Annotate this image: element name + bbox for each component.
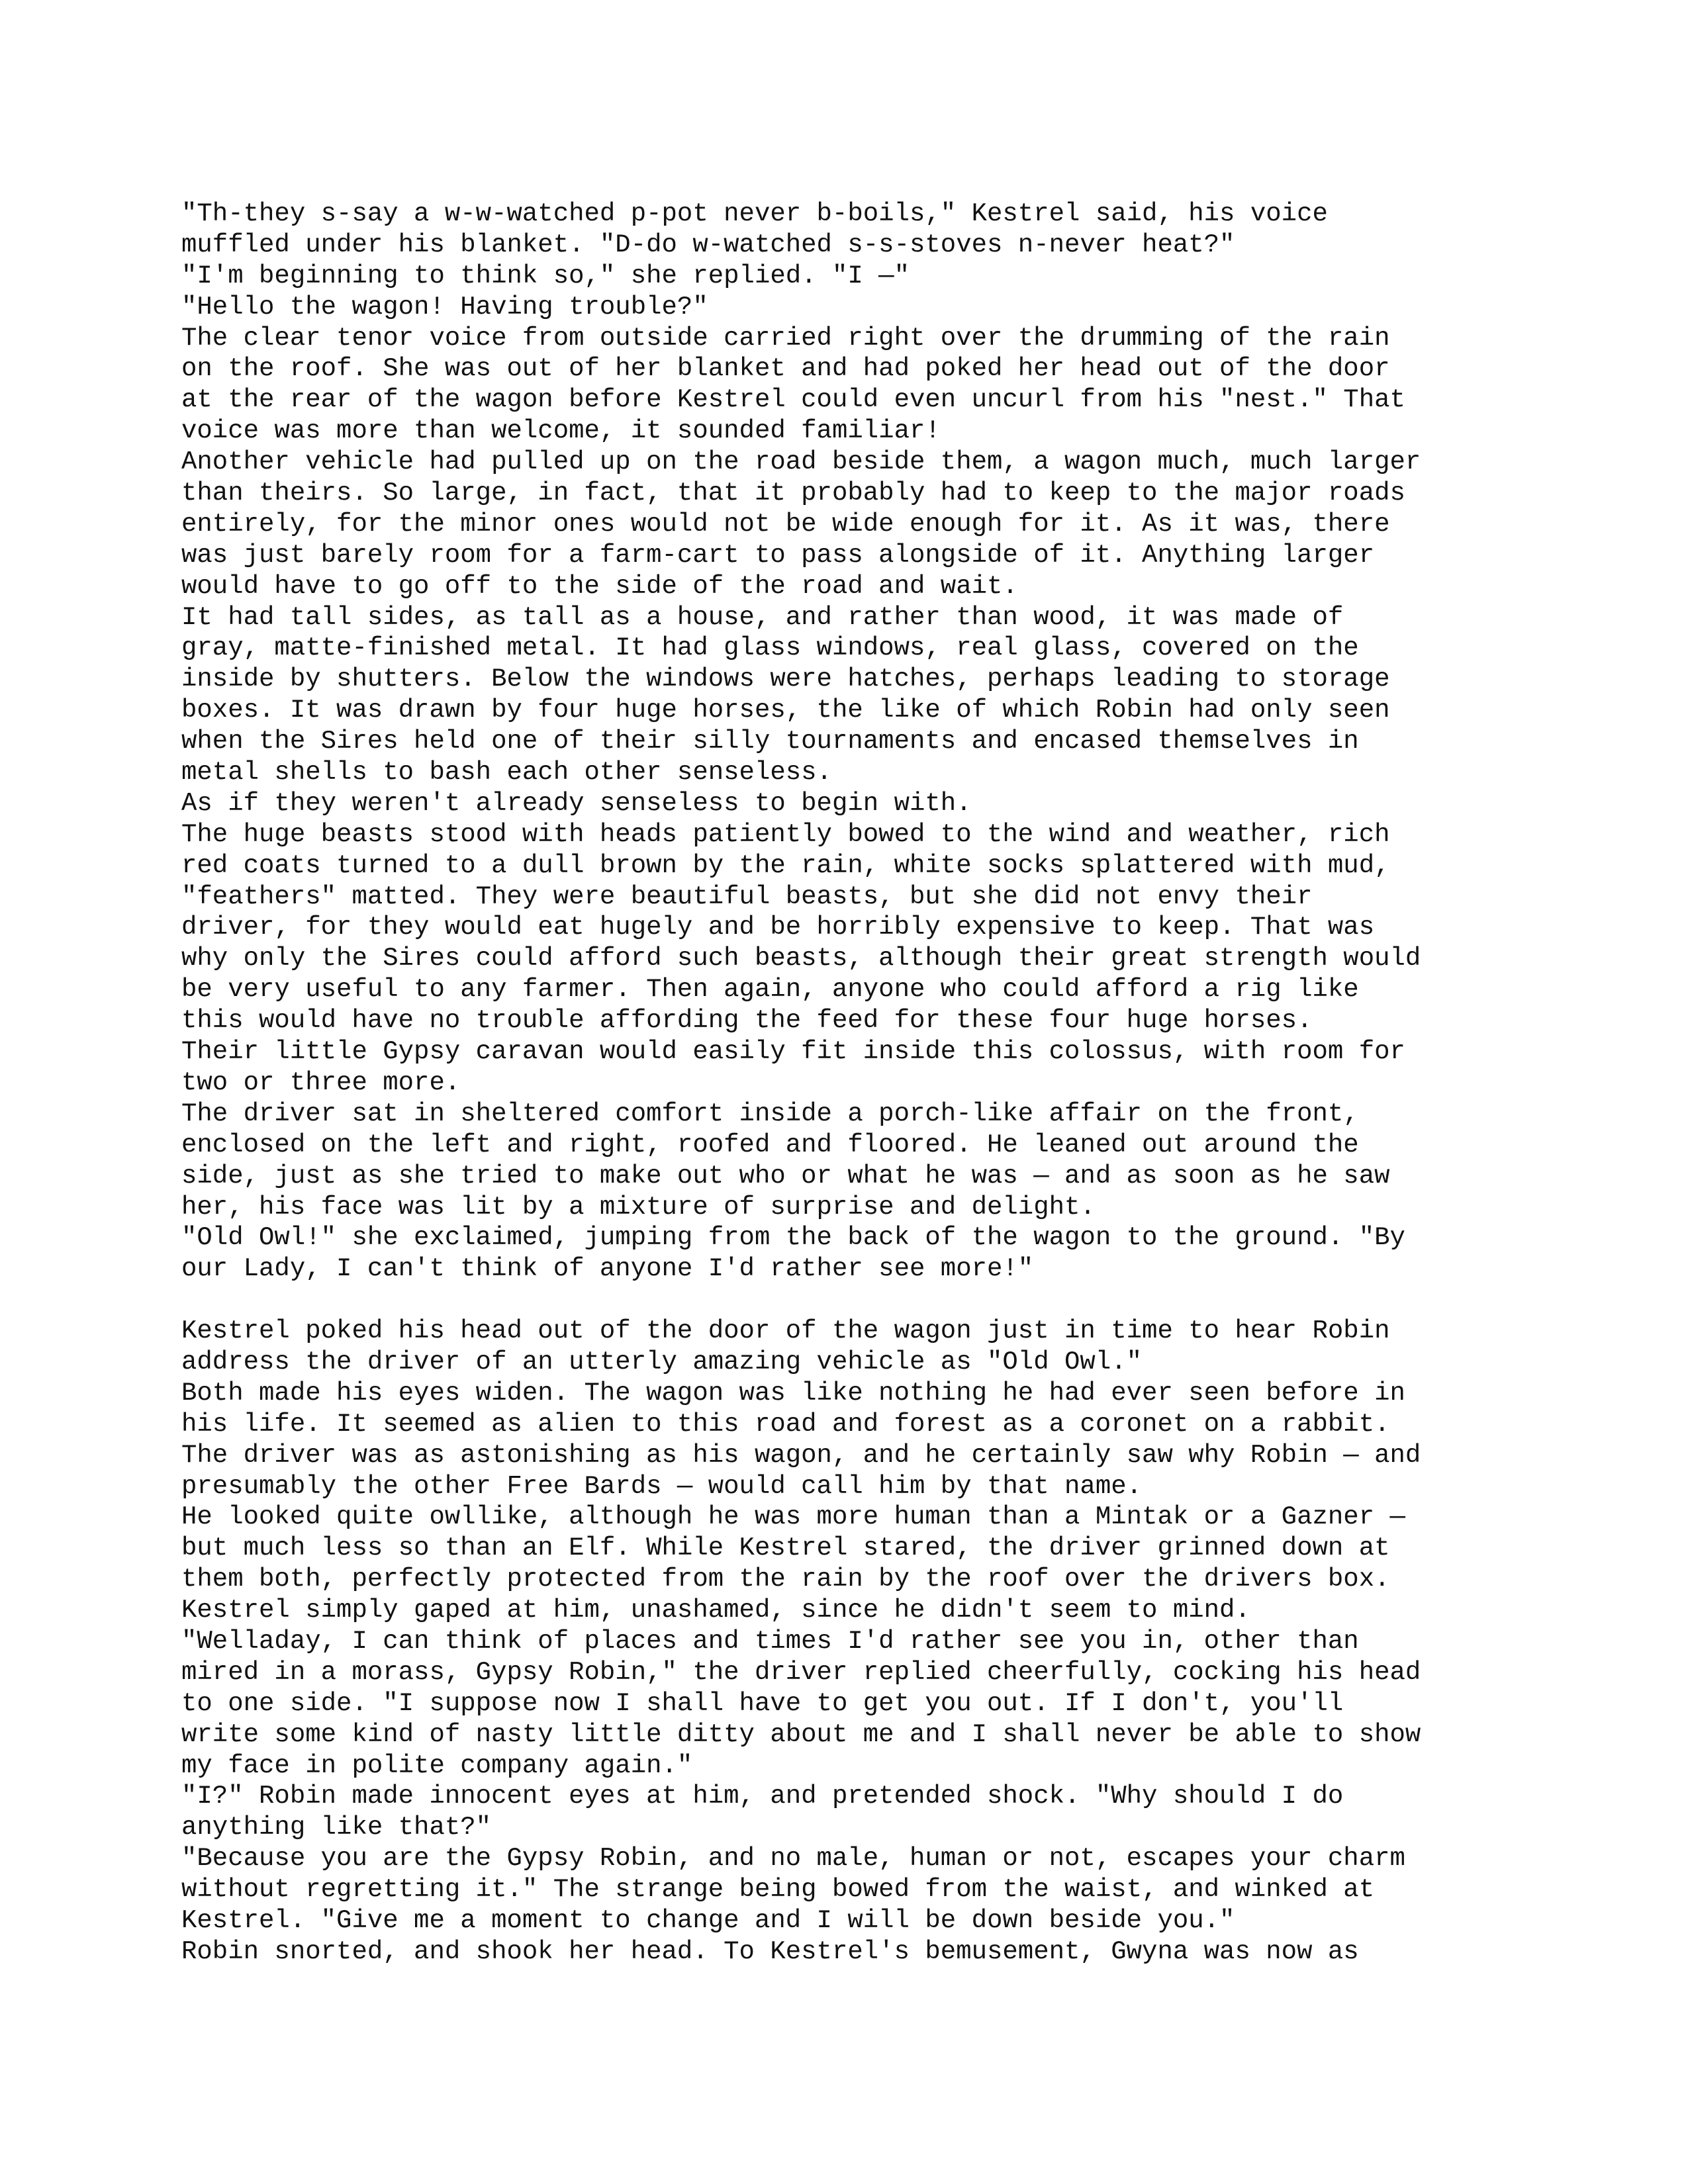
blank-line: [181, 1285, 1512, 1316]
text-line: enclosed on the left and right, roofed and floored. He leaned out around the: [181, 1130, 1359, 1160]
text-line: metal shells to bash each other senseless.: [181, 758, 832, 788]
text-line: "Old Owl!" she exclaimed, jumping from the back of the wagon to the ground. "By: [181, 1223, 1405, 1253]
text-line: "I'm beginning to think so," she replied. "I —": [181, 261, 910, 291]
text-line: The clear tenor voice from outside carried right over the drumming of the rain: [181, 323, 1390, 353]
text-line: his life. It seemed as alien to this road and forest as a coronet on a rabbit.: [181, 1409, 1390, 1439]
text-line: "Because you are the Gypsy Robin, and no male, human or not, escapes your charm: [181, 1844, 1405, 1874]
text-line: address the driver of an utterly amazing vehicle as "Old Owl.": [181, 1347, 1143, 1377]
text-line: Robin snorted, and shook her head. To Kestrel's bemusement, Gwyna was now as: [181, 1936, 1359, 1966]
text-line: gray, matte-finished metal. It had glass windows, real glass, covered on the: [181, 633, 1359, 663]
text-line: her, his face was lit by a mixture of surprise and delight.: [181, 1192, 1096, 1222]
document-page: [181, 199, 1512, 1968]
text-line: driver, for they would eat hugely and be horribly expensive to keep. That was: [181, 913, 1375, 942]
text-line: them both, perfectly protected from the rain by the roof over the drivers box.: [181, 1565, 1390, 1594]
text-line: "I?" Robin made innocent eyes at him, and pretended shock. "Why should I do: [181, 1782, 1344, 1811]
text-line: when the Sires held one of their silly tournaments and encased themselves in: [181, 727, 1359, 756]
text-line: my face in polite company again.": [181, 1751, 693, 1780]
text-line: entirely, for the minor ones would not be wide enough for it. As it was, there: [181, 509, 1390, 539]
text-line: mired in a morass, Gypsy Robin," the driver replied cheerfully, cocking his head: [181, 1657, 1421, 1687]
text-line: It had tall sides, as tall as a house, and rather than wood, it was made of: [181, 602, 1344, 632]
text-line: be very useful to any farmer. Then again, anyone who could afford a rig like: [181, 975, 1359, 1005]
text-line: presumably the other Free Bards — would call him by that name.: [181, 1471, 1143, 1501]
text-line: Their little Gypsy caravan would easily fit inside this colossus, with room for: [181, 1037, 1405, 1067]
text-line: red coats turned to a dull brown by the rain, white socks splattered with mud,: [181, 850, 1390, 880]
text-line: The driver was as astonishing as his wagon, and he certainly saw why Robin — and: [181, 1440, 1421, 1470]
text-line: write some kind of nasty little ditty about me and I shall never be able to show: [181, 1719, 1421, 1749]
text-line: without regretting it." The strange being bowed from the waist, and winked at: [181, 1875, 1375, 1905]
text-line: Both made his eyes widen. The wagon was like nothing he had ever seen before in: [181, 1378, 1405, 1408]
text-line: voice was more than welcome, it sounded familiar!: [181, 416, 941, 446]
text-line: why only the Sires could afford such beasts, although their great strength would: [181, 944, 1421, 974]
text-line: As if they weren't already senseless to begin with.: [181, 788, 972, 818]
text-line: Kestrel simply gaped at him, unashamed, since he didn't seem to mind.: [181, 1596, 1250, 1625]
text-line: Kestrel poked his head out of the door of the wagon just in time to hear Robin: [181, 1316, 1390, 1346]
text-line: our Lady, I can't think of anyone I'd rather see more!": [181, 1254, 1034, 1284]
text-line: was just barely room for a farm-cart to pass alongside of it. Anything larger: [181, 540, 1375, 570]
text-line: to one side. "I suppose now I shall have to get you out. If I don't, you'll: [181, 1688, 1344, 1718]
text-line: boxes. It was drawn by four huge horses, the like of which Robin had only seen: [181, 696, 1390, 725]
text-line: but much less so than an Elf. While Kestrel stared, the driver grinned down at: [181, 1533, 1390, 1563]
text-line: muffled under his blanket. "D-do w-watched s-s-stoves n-never heat?": [181, 230, 1235, 259]
text-line: Another vehicle had pulled up on the road beside them, a wagon much, much larger: [181, 447, 1421, 477]
text-line: at the rear of the wagon before Kestrel could even uncurl from his "nest." That: [181, 385, 1405, 415]
text-line: "Hello the wagon! Having trouble?": [181, 292, 708, 322]
text-line: side, just as she tried to make out who or what he was — and as soon as he saw: [181, 1161, 1390, 1191]
text-line: Kestrel. "Give me a moment to change and I will be down beside you.": [181, 1905, 1235, 1935]
text-line: inside by shutters. Below the windows were hatches, perhaps leading to storage: [181, 664, 1390, 694]
text-line: this would have no trouble affording the feed for these four huge horses.: [181, 1006, 1313, 1036]
text-line: than theirs. So large, in fact, that it probably had to keep to the major roads: [181, 478, 1405, 508]
text-line: "Th-they s-say a w-w-watched p-pot never b-boils," Kestrel said, his voice: [181, 199, 1328, 228]
text-line: anything like that?": [181, 1813, 492, 1843]
text-line: "feathers" matted. They were beautiful beasts, but she did not envy their: [181, 882, 1313, 911]
text-line: on the roof. She was out of her blanket and had poked her head out of the door: [181, 354, 1390, 384]
text-line: He looked quite owllike, although he was more human than a Mintak or a Gazner —: [181, 1502, 1405, 1532]
text-line: The driver sat in sheltered comfort inside a porch-like affair on the front,: [181, 1099, 1359, 1128]
text-line: "Welladay, I can think of places and times I'd rather see you in, other than: [181, 1626, 1359, 1656]
text-line: two or three more.: [181, 1068, 461, 1097]
text-line: would have to go off to the side of the road and wait.: [181, 571, 1018, 601]
text-line: The huge beasts stood with heads patiently bowed to the wind and weather, rich: [181, 819, 1390, 849]
